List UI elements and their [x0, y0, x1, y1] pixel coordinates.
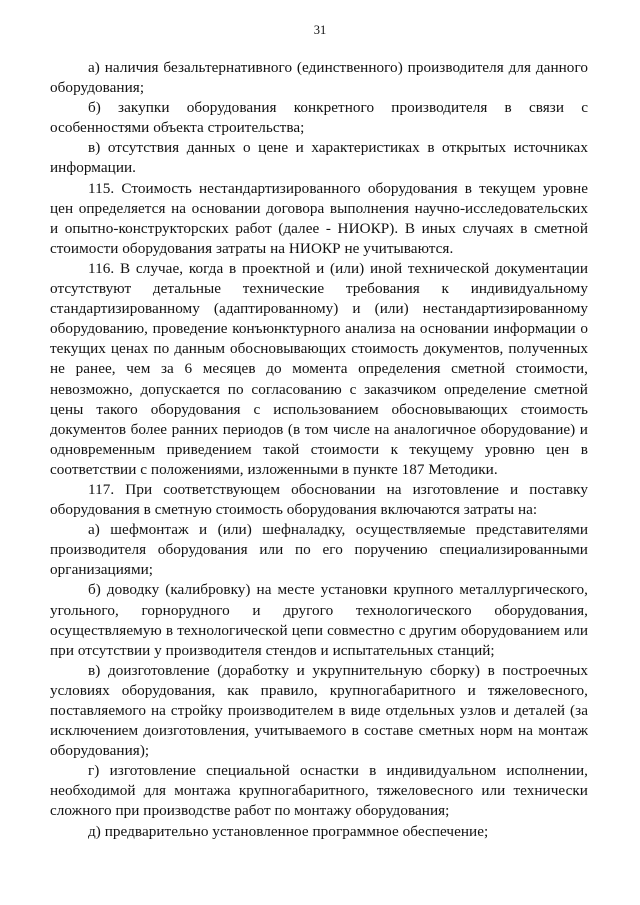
paragraph-item-v-no-price-data: в) отсутствия данных о цене и характеристиках в открытых источниках информации. [50, 139, 588, 177]
paragraph-117-item-d: д) предварительно установленное программное обеспечение; [88, 822, 489, 840]
paragraph-117: 117. При соответствующем обосновании на изготовление и поставку оборудования в сметную стоимость оборудования включаются затраты на: [50, 480, 588, 519]
paragraph-115: 115. Стоимость нестандартизированного оборудования в текущем уровне цен определяется на основании договора выполнения научно-исследовательских и опытно-конструкторских работ (далее - НИОКР). В иных случаях в сметной стоимости оборудования затраты на НИОКР не учитываются. [50, 179, 588, 257]
paragraph-116: 116. В случае, когда в проектной и (или) иной технической документации отсутствуют детальные технические требования к индивидуальному стандартизированному (адаптированному) и (или) нестандартизированному оборудованию, проведение конъюнктурного анализа на основании информации о текущих ценах по данным обосновывающих стоимость документов, полученных не ранее, чем за 6 месяцев до момента определения сметной стоимости, невозможно, допускается по согласованию с заказчиком определение сметной цены такого оборудования с использованием обосновывающих стоимость документов более ранних периодов (в том числе на аналогичное оборудование) и одновременным приведением такой стоимости к текущему уровню цен в соответствии с положениями, изложенными в пункте 187 Методики. [50, 259, 588, 478]
paragraph-117-item-a: а) шефмонтаж и (или) шефналадку, осуществляемые представителями производителя оборудования или по его поручению специализированными организациями; [50, 521, 588, 579]
paragraph-item-b-specific-manufacturer: б) закупки оборудования конкретного производителя в связи с особенностями объекта строительства; [50, 99, 588, 137]
paragraph-117-item-g: г) изготовление специальной оснастки в индивидуальном исполнении, необходимой для монтажа крупногабаритного, тяжеловесного или технически сложного при производстве работ по монтажу оборудования; [50, 762, 588, 820]
paragraph-item-a-sole-manufacturer: а) наличия безальтернативного (единственного) производителя для данного оборудования; [50, 59, 588, 97]
paragraph-117-item-b: б) доводку (калибровку) на месте установки крупного металлургического, угольного, горнорудного и другого технологического оборудования, осуществляемую в технологической цепи совместно с другим оборудованием или при отсутствии у производителя стендов и испытательных станций; [50, 581, 588, 659]
page-number: 31 [313, 23, 327, 37]
paragraph-117-item-v: в) доизготовление (доработку и укрупнительную сборку) в построечных условиях оборудования, как правило, крупногабаритного и тяжеловесного, поставляемого на стройку производителем в виде отдельных узлов и деталей (за исключением доизготовления, учитываемого в составе сметных норм на монтаж оборудования); [50, 661, 588, 760]
document-body [50, 58, 588, 842]
